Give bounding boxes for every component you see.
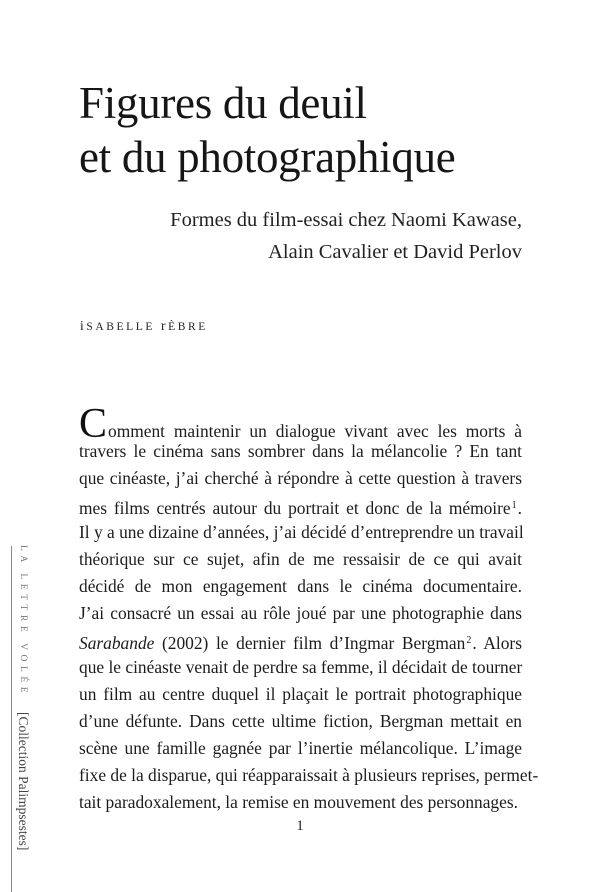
body-line: décidé de mon engagement dans le cinéma documentaire. [79, 576, 522, 596]
author-last-initial: r [161, 318, 169, 333]
article-subtitle [79, 204, 522, 268]
body-paragraph [79, 401, 539, 816]
body-line [79, 627, 522, 654]
body-line: tait paradoxalement, la remise en mouvement des personnages. [79, 792, 518, 812]
body-line [79, 401, 522, 447]
body-line: d’une défunte. Dans cette ultime fiction, Bergman mettait en [79, 711, 522, 731]
subtitle-line-1: Formes du film-essai chez Naomi Kawase, [170, 209, 522, 231]
collection-name: [Collection Palimpsestes] [16, 711, 31, 851]
body-line: que cinéaste, j’ai cherché à répondre à cette question à travers [79, 468, 522, 488]
body-line: travers le cinéma sans sombrer dans la mélancolie ? En tant [79, 441, 522, 461]
side-publisher-label [13, 545, 33, 892]
footnote-ref-2[interactable]: 2 [466, 635, 472, 646]
drop-cap: C [79, 401, 108, 447]
body-line: scène une famille gagnée par l’inertie mélancolique. L’image [79, 738, 522, 758]
title-line-1: Figures du deuil [79, 78, 367, 128]
author-name [80, 318, 208, 334]
body-line-text: mes films centrés autour du portrait et donc de la mémoire [79, 498, 511, 518]
film-title: Sarabande [79, 633, 155, 653]
body-line-text: (2002) le dernier film d’Ingmar Bergman [161, 633, 466, 653]
body-line: un film au centre duquel il plaçait le portrait photographique [79, 684, 522, 704]
side-divider [11, 546, 12, 892]
author-last-rest: ÈBRE [168, 321, 208, 333]
author-first-rest: SABELLE [86, 321, 156, 333]
page-number: 1 [296, 818, 304, 834]
body-line: théorique sur ce sujet, afin de me ressaisir de ce qui avait [79, 549, 522, 569]
publisher-name: LA LETTRE VOLÉE [18, 545, 28, 698]
body-line: que le cinéaste venait de perdre sa femme, il décidait de tourner [79, 657, 523, 677]
body-line [79, 492, 522, 519]
body-line: Il y a une dizaine d’années, j’ai décidé d’entreprendre un travail [79, 522, 524, 542]
body-line: fixe de la disparue, qui réapparaissait à plusieurs reprises, permet- [79, 765, 539, 785]
author-first-initial: i [80, 318, 87, 333]
body-line-text: omment maintenir un dialogue vivant avec les morts à [108, 421, 522, 441]
article-title [79, 76, 539, 184]
title-line-2: et du photographique [79, 132, 456, 182]
footnote-ref-1[interactable]: 1 [511, 500, 517, 511]
body-line-text: . Alors [472, 633, 522, 653]
subtitle-line-2: Alain Cavalier et David Perlov [268, 241, 522, 263]
body-line-text: . [517, 498, 522, 518]
body-line: J’ai consacré un essai au rôle joué par une photographie dans [79, 603, 522, 623]
